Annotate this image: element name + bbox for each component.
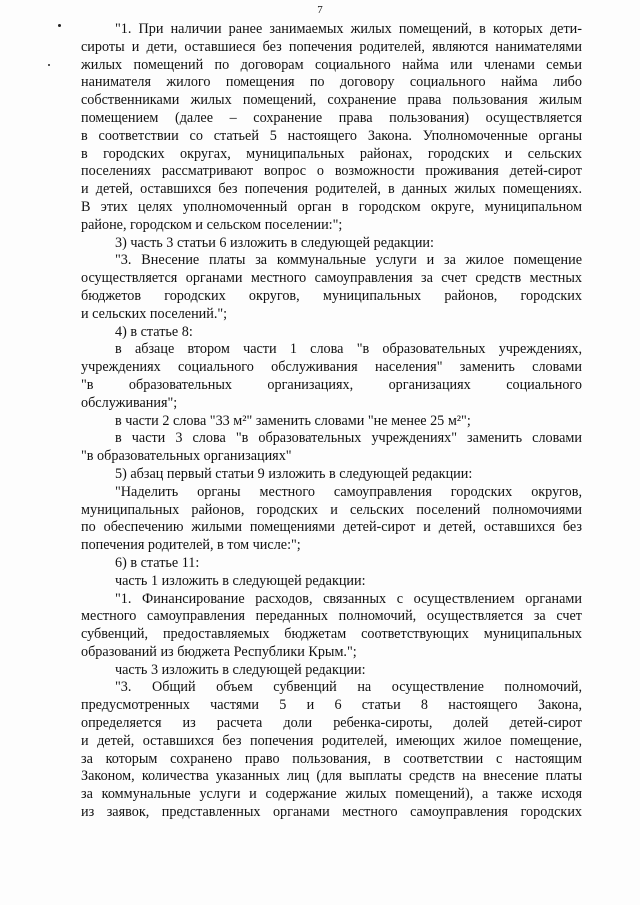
text-line: местного самоуправления переданных полномочий, осуществляется за счет (81, 608, 582, 625)
text-line: бюджетов городских округов, муниципальных районов, городских (81, 287, 582, 304)
text-line: осуществляется органами местного самоуправления за счет средств местных (81, 270, 582, 287)
text-line: 6) в статье 11: (115, 554, 200, 571)
text-line: часть 3 изложить в следующей редакции: (115, 661, 366, 678)
text-line: и детей, оставшихся без попечения родителей, в данных жилых помещениях. (81, 181, 582, 198)
text-line: "в образовательных организациях" (81, 448, 292, 465)
text-line: "в образовательных организациях, организациях социального (81, 376, 582, 393)
text-line: помещением (далее – сохранение права пользования) осуществляется (81, 109, 582, 126)
text-line: "1. Финансирование расходов, связанных с осуществлением органами (115, 590, 582, 607)
text-line: в соответствии со статьей 5 настоящего Закона. Уполномоченные органы (81, 127, 582, 144)
text-line: из заявок, представленных органами местного самоуправления городских (81, 804, 582, 821)
text-line: собственниками жилых помещений, сохранение права пользования жилым (81, 92, 582, 109)
text-line: муниципальных районов, городских и сельских поселений полномочиями (81, 501, 582, 518)
page-number: 7 (317, 4, 323, 16)
text-line: и сельских поселений."; (81, 305, 228, 322)
text-line: в городских округах, муниципальных районах, городских и сельских (81, 145, 582, 162)
text-line: нанимателя жилого помещения по договору социального найма либо (81, 74, 582, 91)
text-line: районе, городском и сельском поселении:"; (81, 216, 343, 233)
text-line: за коммунальные услуги и содержание жилых помещений), а также исходя (81, 786, 582, 803)
text-line: 5) абзац первый статьи 9 изложить в следующей редакции: (115, 465, 473, 482)
text-line: в части 2 слова "33 м²" заменить словами "не менее 25 м²"; (115, 412, 471, 429)
text-line: "3. Общий объем субвенций на осуществление полномочий, (115, 679, 582, 696)
text-line: 3) часть 3 статьи 6 изложить в следующей редакции: (115, 234, 434, 251)
text-line: Законом, количества указанных лиц (для выплаты средств на внесение платы (81, 768, 582, 785)
text-line: в абзаце втором части 1 слова "в образовательных учреждениях, (115, 341, 582, 358)
text-line: "3. Внесение платы за коммунальные услуги и за жилое помещение (115, 252, 582, 269)
text-line: "Наделить органы местного самоуправления городских округов, (115, 483, 582, 500)
text-line: по обеспечению жилыми помещениями детей-сирот и детей, оставшихся без (81, 519, 582, 536)
text-line: В этих целях уполномоченный орган в городском округе, муниципальном (81, 198, 582, 215)
text-line: образований из бюджета Республики Крым."; (81, 643, 357, 660)
text-line: сироты и дети, оставшиеся без попечения родителей, являются нанимателями (81, 38, 582, 55)
text-line: в части 3 слова "в образовательных учреждениях" заменить словами (115, 430, 582, 447)
text-line: 4) в статье 8: (115, 323, 193, 340)
text-line: обслуживания"; (81, 394, 178, 411)
text-line: за которым сохранено право пользования, в соответствии с настоящим (81, 750, 582, 767)
text-line: определяется из расчета доли ребенка-сироты, долей детей-сирот (81, 715, 582, 732)
text-line: учреждениях социального обслуживания населения" заменить словами (81, 359, 582, 376)
text-line: и детей, оставшихся без попечения родителей, имеющих жилое помещение, (81, 732, 582, 749)
scan-speck-2 (48, 64, 50, 66)
text-line: субвенций, предоставляемых бюджетам соответствующих муниципальных (81, 626, 582, 643)
text-line: часть 1 изложить в следующей редакции: (115, 572, 366, 589)
text-line: попечения родителей, в том числе:"; (81, 537, 301, 554)
scan-speck-1 (58, 24, 61, 27)
text-line: поселениях рассматривают вопрос о возможности проживания детей-сирот (81, 163, 582, 180)
document-body (81, 21, 582, 822)
text-line: "1. При наличии ранее занимаемых жилых помещений, в которых дети- (115, 21, 582, 37)
text-line: жилых помещений по договорам социального найма или членами семьи (81, 56, 582, 73)
text-line: предусмотренных частями 5 и 6 статьи 8 настоящего Закона, (81, 697, 582, 714)
